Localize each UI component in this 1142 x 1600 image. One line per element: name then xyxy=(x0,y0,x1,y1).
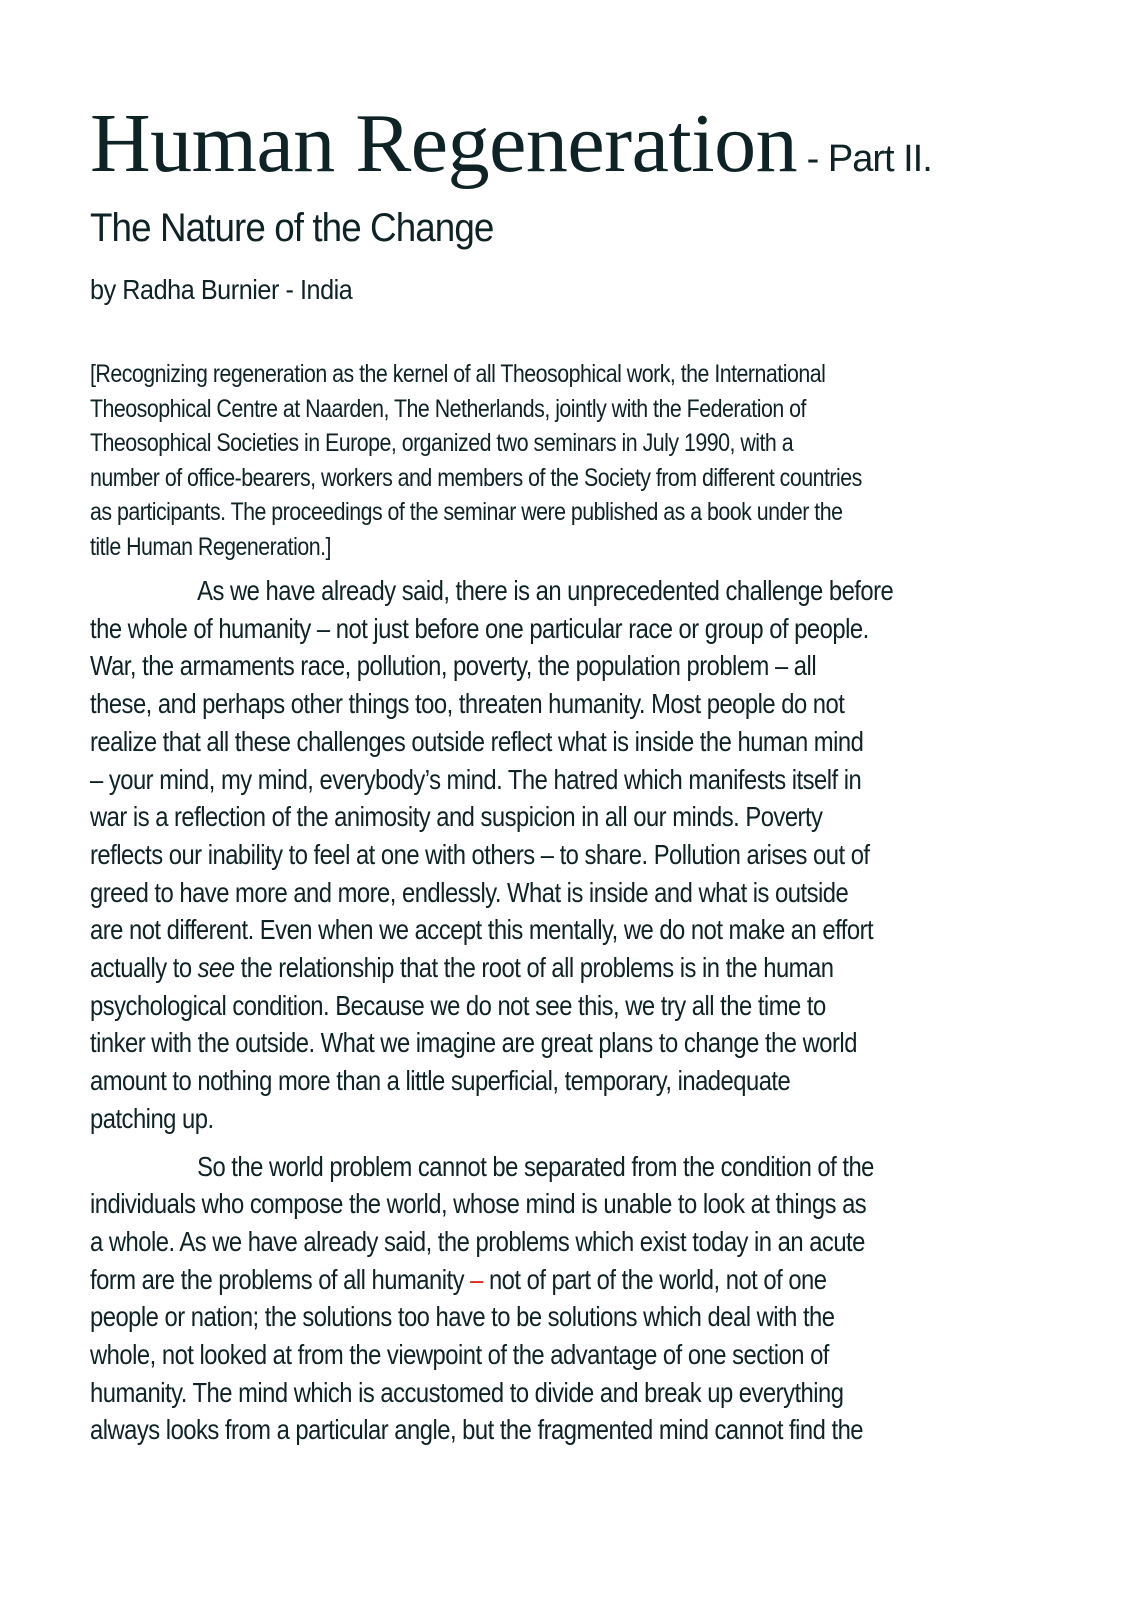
paragraph-line xyxy=(90,1261,893,1299)
article-subtitle: The Nature of the Change xyxy=(90,206,494,250)
paragraph-line: tinker with the outside. What we imagine are great plans to change the world xyxy=(90,1027,857,1059)
paragraph-line xyxy=(90,949,893,987)
intro-line: title Human Regeneration.] xyxy=(90,532,331,561)
intro-line: as participants. The proceedings of the seminar were published as a book under the xyxy=(90,498,843,526)
paragraph-line: war is a reflection of the animosity and suspicion in all our minds. Poverty xyxy=(90,801,823,833)
paragraph-line: War, the armaments race, pollution, poverty, the population problem – all xyxy=(90,650,817,682)
paragraph-line: these, and perhaps other things too, threaten humanity. Most people do not xyxy=(90,688,845,720)
paragraph-line: whole, not looked at from the viewpoint of the advantage of one section of xyxy=(90,1339,829,1371)
paragraph-line: So the world problem cannot be separated from the condition of the xyxy=(197,1150,874,1182)
article-page xyxy=(90,96,1035,1449)
paragraph-line: realize that all these challenges outside reflect what is inside the human mind xyxy=(90,725,864,757)
title-main: Human Regeneration xyxy=(90,97,798,190)
paragraph-line: the whole of humanity – not just before one particular race or group of people. xyxy=(90,612,869,644)
body-paragraph-2 xyxy=(90,1148,1035,1450)
paragraph-line: patching up. xyxy=(90,1102,214,1134)
paragraph-line: reflects our inability to feel at one with others – to share. Pollution arises out of xyxy=(90,838,870,870)
paragraph-line: As we have already said, there is an unprecedented challenge before xyxy=(197,575,894,606)
paragraph-line: always looks from a particular angle, but the fragmented mind cannot find the xyxy=(90,1414,864,1446)
paragraph-line: individuals who compose the world, whose mind is unable to look at things as xyxy=(90,1188,867,1220)
title-part-label: - Part II. xyxy=(797,138,932,180)
intro-line: Theosophical Societies in Europe, organized two seminars in July 1990, with a xyxy=(90,429,794,457)
intro-line: [Recognizing regeneration as the kernel of all Theosophical work, the International xyxy=(90,360,826,388)
paragraph-line: greed to have more and more, endlessly. What is inside and what is outside xyxy=(90,876,849,908)
paragraph-line: humanity. The mind which is accustomed to divide and break up everything xyxy=(90,1376,844,1408)
line-text: the relationship that the root of all problems is in the human xyxy=(234,952,834,984)
paragraph-line: people or nation; the solutions too have to be solutions which deal with the xyxy=(90,1301,835,1333)
intro-note xyxy=(90,357,1035,564)
author-byline: by Radha Burnier - India xyxy=(90,274,353,305)
paragraph-line: psychological condition. Because we do not see this, we try all the time to xyxy=(90,989,826,1021)
intro-line: Theosophical Centre at Naarden, The Netherlands, jointly with the Federation of xyxy=(90,394,806,423)
paragraph-line: a whole. As we have already said, the problems which exist today in an acute xyxy=(90,1225,865,1257)
article-title xyxy=(90,96,1035,207)
paragraph-line: are not different. Even when we accept this mentally, we do not make an effort xyxy=(90,914,874,946)
line-text: not of part of the world, not of one xyxy=(482,1263,827,1295)
body-paragraph-1 xyxy=(90,572,1035,1138)
line-text: form are the problems of all humanity xyxy=(90,1263,471,1295)
line-text: actually to xyxy=(90,952,198,984)
emphasis-see: see xyxy=(197,952,235,984)
red-dash: – xyxy=(470,1263,483,1295)
paragraph-line: amount to nothing more than a little superficial, temporary, inadequate xyxy=(90,1065,791,1097)
paragraph-line: – your mind, my mind, everybody’s mind. The hatred which manifests itself in xyxy=(90,763,862,795)
intro-line: number of office-bearers, workers and members of the Society from different countries xyxy=(90,463,862,492)
